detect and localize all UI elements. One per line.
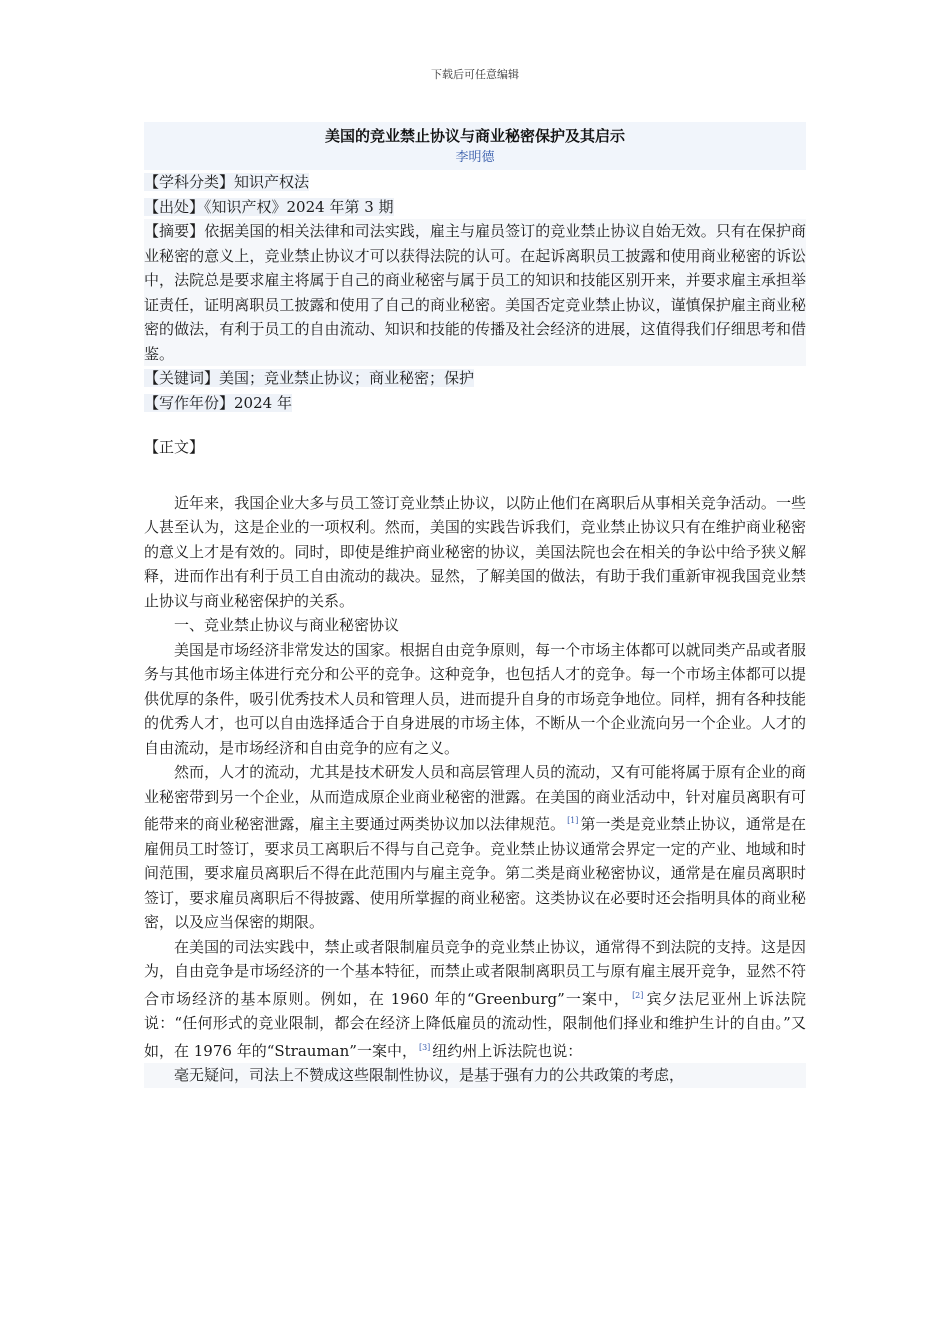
footnote-ref-1[interactable]: [1] <box>567 816 579 825</box>
abstract-label: 【摘要】 <box>144 222 205 240</box>
abstract-text: 依据美国的相关法律和司法实践，雇主与雇员签订的竞业禁止协议自始无效。只有在保护商业秘密的意义上，竞业禁止协议才可以获得法院的认可。在起诉离职员工披露和使用商业秘密的诉讼中，法院总是要求雇主将属于自己的商业秘密与属于员工的知识和技能区别开来，并要求雇主承担举证责任，证明离职员工披露和使用了自己的商业秘密。美国否定竞业禁止协议，谨慎保护雇主商业秘密的做法，有利于员工的自由流动、知识和技能的传播及社会经济的进展，这值得我们仔细思考和借鉴。 <box>144 222 806 363</box>
source-line <box>144 195 806 220</box>
paragraph-agreements-a: 然而，人才的流动，尤其是技术研发人员和高层管理人员的流动，又有可能将属于原有企业的商业秘密带到另一个企业，从而造成原企业商业秘密的泄露。在美国的商业活动中，针对雇员离职有可能带来的商业秘密泄露，雇主主要通过两类协议加以法律规范。 <box>144 763 806 833</box>
article-author[interactable]: 李明德 <box>455 150 495 165</box>
keywords-line <box>144 366 806 391</box>
paragraph-judicial-b: 宾夕法尼亚州上诉法院说：“任何形式的竞业限制，都会在经济上降低雇员的流动性，限制他们择业和维护生计的自由。”又如，在 1976 年的“Strauman”一案中， <box>144 989 806 1060</box>
paragraph-agreements <box>144 760 806 935</box>
keywords-value: 美国；竞业禁止协议；商业秘密；保护 <box>219 369 475 387</box>
paragraph-judicial <box>144 935 806 1064</box>
document-body <box>144 122 806 1088</box>
year-label: 【写作年份】 <box>144 393 235 412</box>
article-title: 美国的竞业禁止协议与商业秘密保护及其启示 <box>324 127 625 145</box>
footnote-ref-3[interactable]: [3] <box>418 1042 431 1052</box>
paragraph-judicial-c: 纽约州上诉法院也说： <box>432 1041 583 1060</box>
paragraph-intro: 近年来，我国企业大多与员工签订竞业禁止协议，以防止他们在离职后从事相关竞争活动。一些人甚至认为，这是企业的一项权利。然而，美国的实践告诉我们，竞业禁止协议只有在维护商业秘密的意义上才是有效的。同时，即使是维护商业秘密的协议，美国法院也会在相关的争讼中给予狭义解释，进而作出有利于员工自由流动的裁决。显然，了解美国的做法，有助于我们重新审视我国竞业禁止协议与商业秘密保护的关系。 <box>144 493 806 610</box>
download-note: 下载后可任意编辑 <box>431 68 519 81</box>
category-label: 【学科分类】 <box>144 173 235 191</box>
paragraph-quote: 毫无疑问，司法上不赞成这些限制性协议，是基于强有力的公共政策的考虑， <box>144 1063 806 1088</box>
source-value: 《知识产权》2024 年第 3 期 <box>204 197 394 216</box>
paragraph-market: 美国是市场经济非常发达的国家。根据自由竞争原则，每一个市场主体都可以就同类产品或者服务与其他市场主体进行充分和公平的竞争。这种竞争，也包括人才的竞争。每一个市场主体都可以提供优厚的条件，吸引优秀技术人员和管理人员，进而提升自身的市场竞争地位。同样，拥有各种技能的优秀人才，也可以自由选择适合于自身进展的市场主体，不断从一个企业流向另一个企业。人才的自由流动，是市场经济和自由竞争的应有之义。 <box>144 640 806 757</box>
paragraph-agreements-b: 第一类是竞业禁止协议，通常是在雇佣员工时签订，要求员工离职后不得与自己竞争。竞业禁止协议通常会界定一定的产业、地域和时间范围，要求雇员离职后不得在此范围内与雇主竞争。第二类是商业秘密协议，通常是在雇员离职时签订，要求雇员离职后不得披露、使用所掌握的商业秘密。这类协议在必要时还会指明具体的商业秘密，以及应当保密的期限。 <box>144 815 806 931</box>
body-label: 【正文】 <box>144 438 205 456</box>
footnote-ref-2[interactable]: [2] <box>632 990 644 1000</box>
paragraph-judicial-a: 在美国的司法实践中，禁止或者限制雇员竞争的竞业禁止协议，通常得不到法院的支持。这是因为，自由竞争是市场经济的一个基本特征，而禁止或者限制离职员工与原有雇主展开竞争，显然不符合市场经济的基本原则。例如，在 1960 年的“Greenburg”一案中， <box>144 937 806 1008</box>
keywords-label: 【关键词】 <box>144 369 220 387</box>
category-value: 知识产权法 <box>234 173 310 191</box>
year-value: 2024 年 <box>234 393 292 412</box>
title-block <box>144 122 806 170</box>
category-line <box>144 170 806 195</box>
year-line <box>144 391 806 416</box>
source-label: 【出处】 <box>144 197 205 216</box>
abstract <box>144 219 806 366</box>
section-heading-1: 一、竞业禁止协议与商业秘密协议 <box>174 616 400 634</box>
